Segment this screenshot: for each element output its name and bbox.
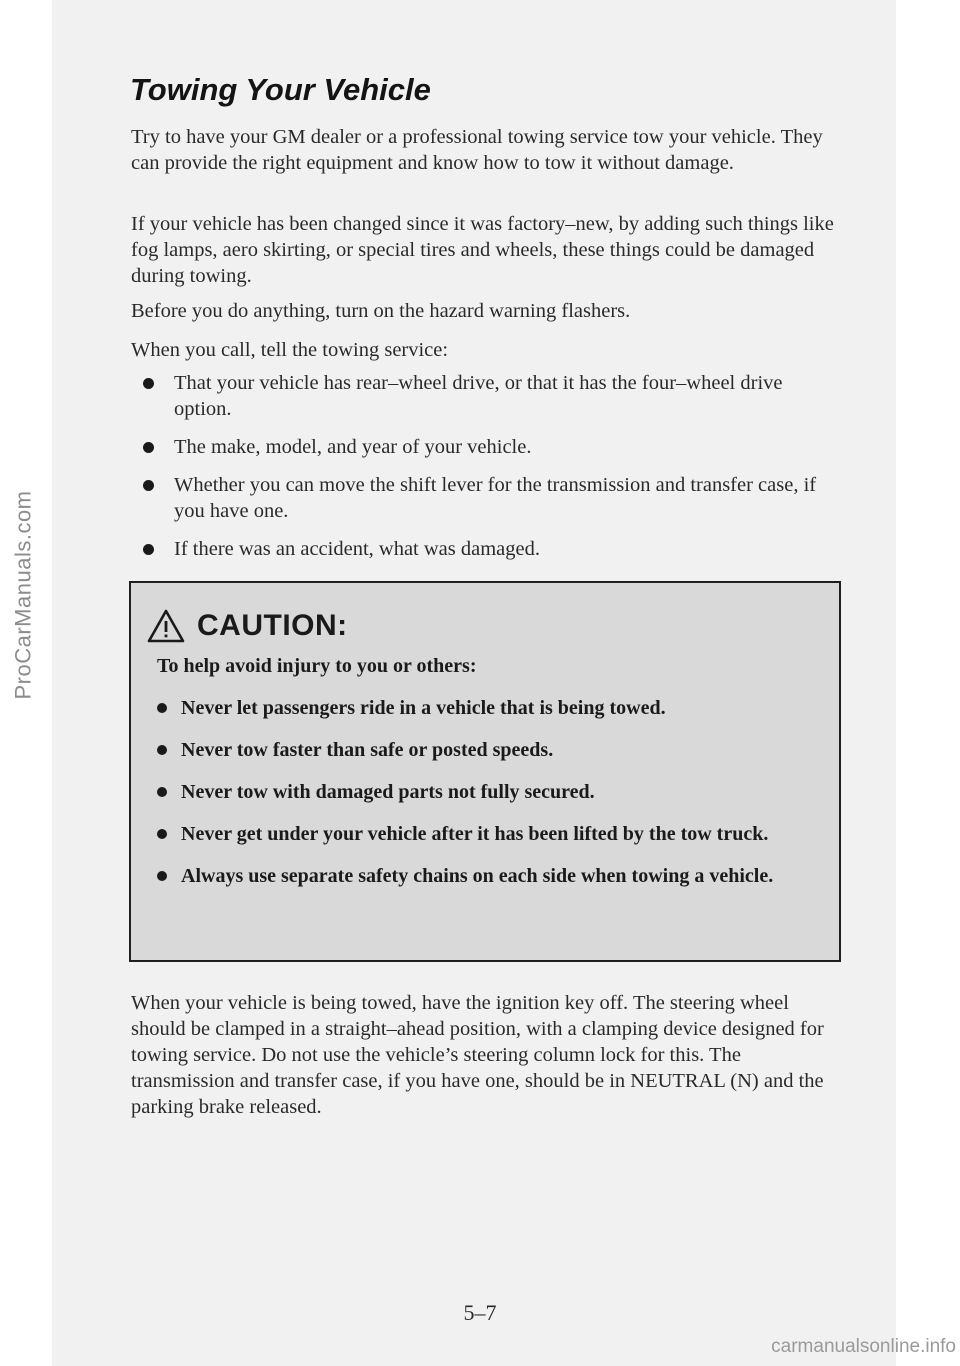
intro-paragraph: Try to have your GM dealer or a professional towing service tow your vehicle. They can provide the right equipment and know how to tow it without damage. <box>131 126 823 174</box>
list-item: If there was an accident, what was damaged. <box>140 536 840 562</box>
bullet-icon <box>143 442 154 453</box>
list-item: Whether you can move the shift lever for the transmission and transfer case, if you have one. <box>140 472 840 524</box>
bullet-icon <box>143 378 154 389</box>
bullet-icon <box>143 480 154 491</box>
bullet-icon <box>157 703 167 713</box>
closing-paragraph: When your vehicle is being towed, have the ignition key off. The steering wheel should be clamped in a straight–ahead position, with a clamping device designed for towing service. Do not use the vehicle’s steering column lock for this. The transmission and transfer case, if you have one, should be in NEUTRAL (N) and the parking brake released. <box>131 992 824 1118</box>
modification-paragraph: If your vehicle has been changed since it was factory–new, by adding such things like fog lamps, aero skirting, or special tires and wheels, these things could be damaged during towing. <box>131 213 834 287</box>
warning-triangle-icon <box>147 609 185 643</box>
bullet-icon <box>157 871 167 881</box>
call-paragraph: When you call, tell the towing service: <box>131 339 449 361</box>
page-number: 5–7 <box>463 1300 497 1325</box>
page-heading: Towing Your Vehicle <box>130 72 431 107</box>
side-watermark <box>2 380 44 810</box>
caution-list <box>157 695 827 905</box>
side-watermark-text: ProCarManuals.com <box>10 490 36 700</box>
caution-header <box>147 609 348 643</box>
bullet-icon <box>143 544 154 555</box>
footer-watermark: carmanualsonline.info <box>771 1336 956 1357</box>
bullet-icon <box>157 829 167 839</box>
list-item: Never get under your vehicle after it has been lifted by the tow truck. <box>157 821 827 847</box>
list-item: Never tow with damaged parts not fully secured. <box>157 779 827 805</box>
list-item: The make, model, and year of your vehicle. <box>140 434 840 460</box>
caution-title: CAUTION: <box>197 609 348 642</box>
bullet-icon <box>157 787 167 797</box>
list-item: Always use separate safety chains on each side when towing a vehicle. <box>157 863 827 889</box>
list-item: That your vehicle has rear–wheel drive, or that it has the four–wheel drive option. <box>140 370 840 422</box>
list-item: Never let passengers ride in a vehicle that is being towed. <box>157 695 827 721</box>
caution-intro: To help avoid injury to you or others: <box>157 655 477 677</box>
caution-box <box>129 581 841 962</box>
hazard-paragraph: Before you do anything, turn on the hazard warning flashers. <box>131 300 631 322</box>
bullet-icon <box>157 745 167 755</box>
list-item: Never tow faster than safe or posted speeds. <box>157 737 827 763</box>
towing-info-list <box>140 370 840 574</box>
